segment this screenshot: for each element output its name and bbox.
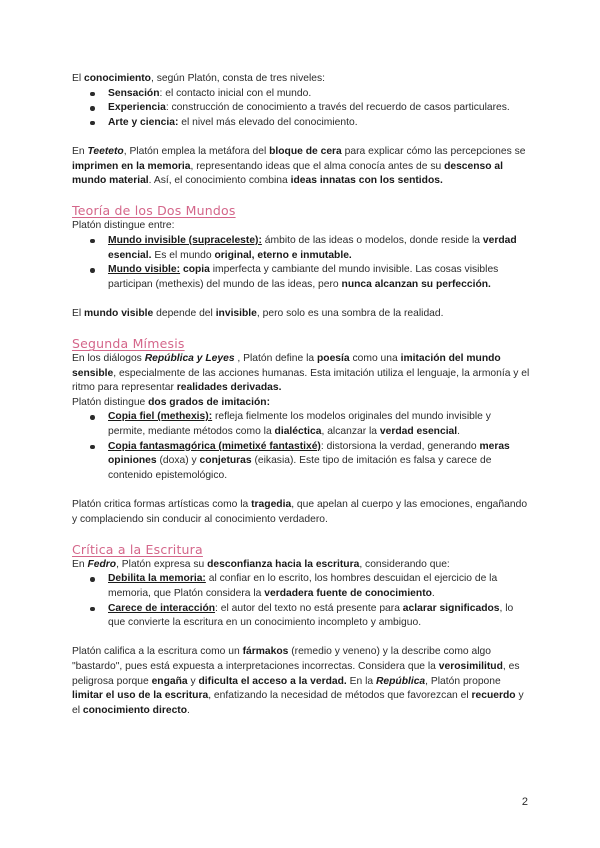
- section-closing: Platón califica a la escritura como un fármakos (remedio y veneno) y la describe como algo "bastardo", pues está expuesta a interpretaciones incorrectas. Considera que la verosimilitud, es peligrosa porque engaña y dificulta el acceso a la verdad. En la República, Platón propone limitar el uso de la escritura, enfatizando la necesidad de métodos que favorezcan el recuerdo y el conocimiento directo.: [72, 646, 524, 716]
- dos-mundos-list: [72, 234, 530, 292]
- imitation-grades-list: [72, 410, 530, 483]
- section-closing: El mundo visible depende del invisible, pero solo es una sombra de la realidad.: [72, 307, 444, 319]
- section-heading-critica-escritura: Crítica a la Escritura: [72, 541, 203, 557]
- list-item: Experiencia: construcción de conocimiento a través del recuerdo de casos particulares.: [72, 101, 530, 116]
- section-closing: Platón critica formas artísticas como la tragedia, que apelan al cuerpo y las emociones, engañando y complaciendo sin conducir al conocimiento verdadero.: [72, 499, 528, 525]
- list-item: Carece de interacción: el autor del texto no está presente para aclarar significados, lo que convierte la escritura en un conocimiento incompleto y ambiguo.: [72, 602, 530, 631]
- section-lead: Platón distingue dos grados de imitación:: [72, 396, 271, 408]
- section-lead: En Fedro, Platón expresa su desconfianza hacia la escritura, considerando que:: [72, 558, 450, 570]
- mimesis-paragraph: En los diálogos República y Leyes , Platón define la poesía como una imitación del mundo sensible, especialmente de las acciones humanas. Esta imitación utiliza el lenguaje, la armonía y el ritmo para representar realidades derivadas.: [72, 353, 530, 394]
- page-number: 2: [521, 796, 528, 808]
- document-body: [72, 72, 530, 718]
- teeteto-paragraph: En Teeteto, Platón emplea la metáfora del bloque de cera para explicar cómo las percepciones se imprimen en la memoria, representando ideas que el alma conocía antes de su descenso al mundo material. Así, el conocimiento combina ideas innatas con los sentidos.: [72, 145, 526, 187]
- intro-paragraph: El conocimiento, según Platón, consta de tres niveles:: [72, 73, 325, 84]
- knowledge-levels-list: [72, 87, 530, 131]
- list-item: Sensación: el contacto inicial con el mundo.: [72, 87, 530, 102]
- list-item: Mundo visible: copia imperfecta y cambiante del mundo invisible. Las cosas visibles participan (methexis) del mundo de las ideas, pero nunca alcanzan su perfección.: [72, 263, 530, 292]
- section-heading-dos-mundos: Teoría de los Dos Mundos: [72, 203, 236, 219]
- list-item: Mundo invisible (supraceleste): ámbito de las ideas o modelos, donde reside la verdad esencial. Es el mundo original, eterno e inmutable.: [72, 234, 530, 263]
- list-item: Copia fantasmagórica (mimetixé fantastixé): distorsiona la verdad, generando meras opiniones (doxa) y conjeturas (eikasia). Este tipo de imitación es falsa y carece de contenido epistemológico.: [72, 440, 530, 484]
- list-item: Arte y ciencia: el nivel más elevado del conocimiento.: [72, 116, 530, 131]
- section-lead: Platón distingue entre:: [72, 220, 175, 232]
- list-item: Copia fiel (methexis): refleja fielmente los modelos originales del mundo invisible y permite, mediante métodos como la dialéctica, alcanzar la verdad esencial.: [72, 410, 530, 439]
- critica-list: [72, 572, 530, 630]
- list-item: Debilita la memoria: al confiar en lo escrito, los hombres descuidan el ejercicio de la memoria, que Platón considera la verdadera fuente de conocimiento.: [72, 572, 530, 601]
- section-heading-segunda-mimesis: Segunda Mímesis: [72, 336, 185, 352]
